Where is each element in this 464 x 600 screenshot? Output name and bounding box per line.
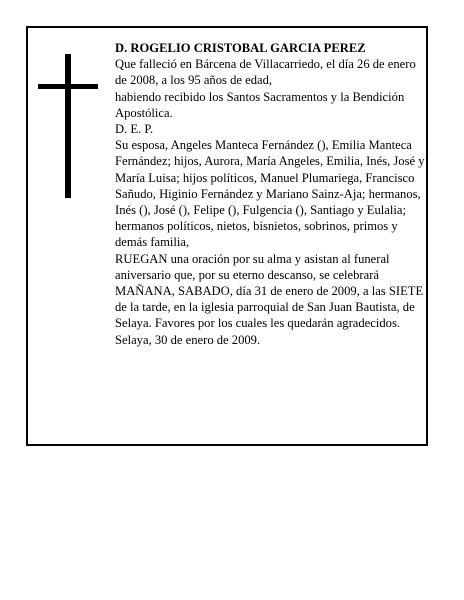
- death-info: Que falleció en Bárcena de Villacarriedo, el día 26 de enero de 2008, a los 95 años de edad,: [115, 57, 416, 88]
- sacraments-line: habiendo recibido los Santos Sacramentos y la Bendición Apostólica.: [115, 89, 405, 120]
- obituary-frame: [26, 26, 428, 446]
- obituary-text: [115, 40, 425, 348]
- place-date: Selaya, 30 de enero de 2009.: [115, 332, 261, 347]
- cross-vertical-bar: [65, 54, 71, 198]
- deceased-name: D. ROGELIO CRISTOBAL GARCIA PEREZ: [115, 41, 366, 55]
- funeral-request: RUEGAN una oración por su alma y asistan al funeral aniversario que, por su eterno descanso, se celebrará MAÑANA, SABADO, día 31 de enero de 2009, a las SIETE de la tarde, en la iglesia parroquial de San Juan Bautista, de Selaya. Favores por los cuales les quedarán agradecidos.: [115, 251, 424, 331]
- rip-line: D. E. P.: [115, 122, 154, 137]
- family-list: Su esposa, Angeles Manteca Fernández (), Emilia Manteca Fernández; hijos, Aurora, María Angeles, Emilia, Inés, José y María Luisa; hijos políticos, Manuel Plumariega, Francisco Sañudo, Higinio Fernández y Mariano Sainz-Aja; hermanos, Inés (), José (), Felipe (), Fulgencia (), Santiago y Eulalia; hermanos políticos, nietos, bisnietos, sobrinos, primos y demás familia,: [115, 138, 425, 250]
- cross-horizontal-bar: [38, 84, 98, 89]
- latin-cross-icon: [38, 54, 98, 198]
